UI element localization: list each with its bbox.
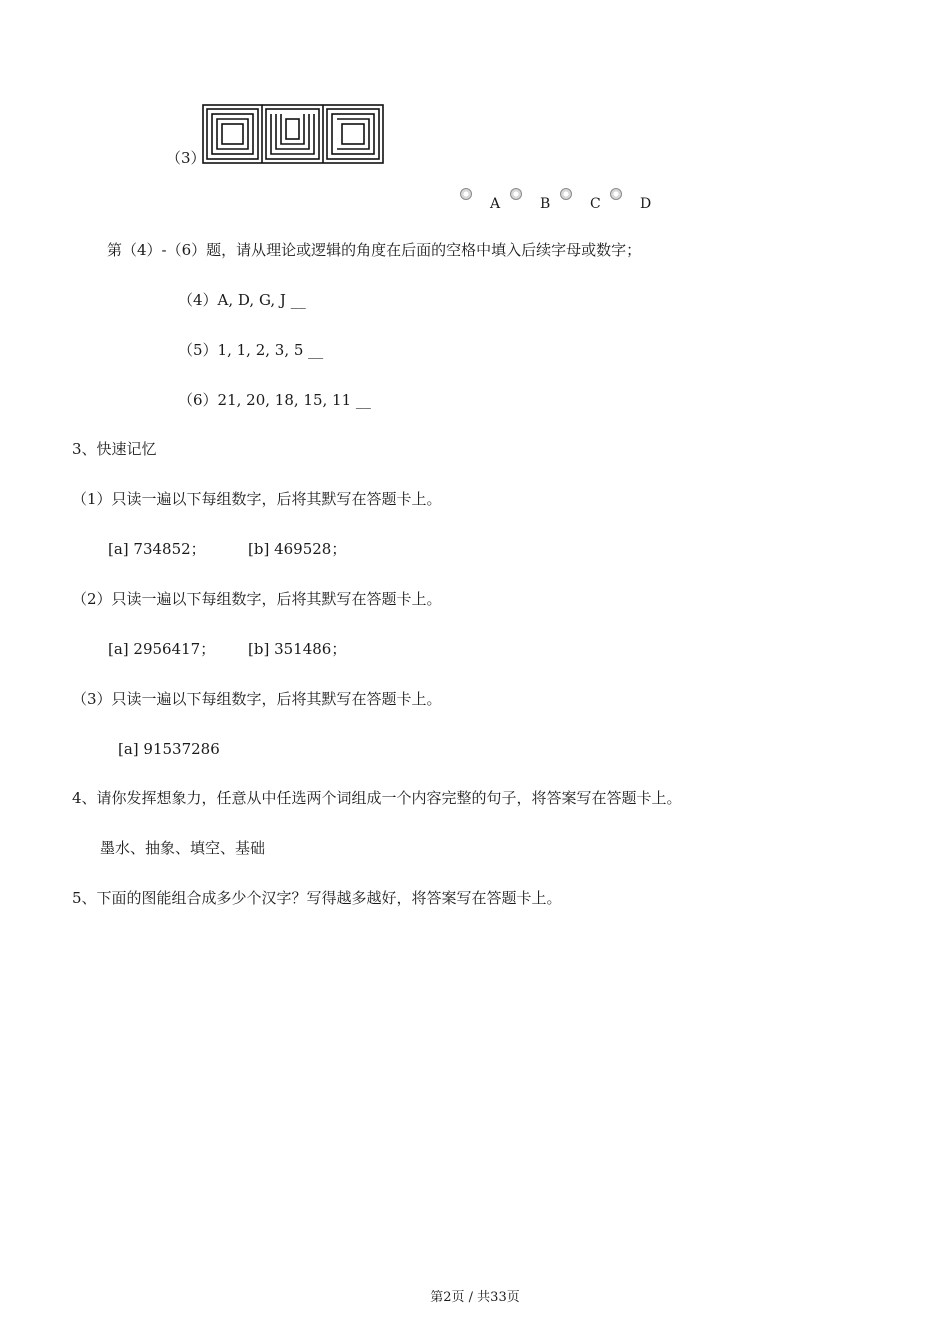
section-3-q2: （2）只读一遍以下每组数字，后将其默写在答题卡上。 [72, 590, 442, 608]
sequence-5: （5）1, 1, 2, 3, 5 __ [178, 341, 324, 359]
option-c-label: C [590, 196, 601, 212]
nested-squares-figure [202, 104, 384, 164]
sequence-4: （4）A, D, G, J __ [178, 291, 306, 309]
section-3-q3: （3）只读一遍以下每组数字，后将其默写在答题卡上。 [72, 690, 442, 708]
section-3-q2-b: [b] 351486； [248, 640, 347, 658]
question-3-label: （3） [166, 149, 206, 167]
section-4-words: 墨水、抽象、填空、基础 [100, 839, 266, 857]
option-b-label: B [540, 196, 551, 212]
section-3-title: 3、快速记忆 [72, 440, 157, 458]
sequence-6: （6）21, 20, 18, 15, 11 __ [178, 391, 371, 409]
instruction-4-6: 第（4）-（6）题，请从理论或逻辑的角度在后面的空格中填入后续字母或数字； [107, 241, 642, 259]
option-a-label: A [490, 196, 501, 212]
section-3-q1-a: [a] 734852； [108, 540, 206, 558]
option-a-radio[interactable] [460, 188, 472, 200]
section-5-title: 5、下面的图能组合成多少个汉字？写得越多越好，将答案写在答题卡上。 [72, 889, 562, 907]
option-b-radio[interactable] [510, 188, 522, 200]
section-4-title: 4、请你发挥想象力，任意从中任选两个词组成一个内容完整的句子，将答案写在答题卡上。 [72, 789, 682, 807]
option-c-radio[interactable] [560, 188, 572, 200]
option-d-radio[interactable] [610, 188, 622, 200]
page-footer: 第2页 / 共33页 [430, 1290, 520, 1305]
section-3-q3-a: [a] 91537286 [118, 740, 220, 758]
section-3-q1-b: [b] 469528； [248, 540, 347, 558]
section-3-q1: （1）只读一遍以下每组数字，后将其默写在答题卡上。 [72, 490, 442, 508]
option-d-label: D [640, 196, 652, 212]
section-3-q2-a: [a] 2956417； [108, 640, 216, 658]
